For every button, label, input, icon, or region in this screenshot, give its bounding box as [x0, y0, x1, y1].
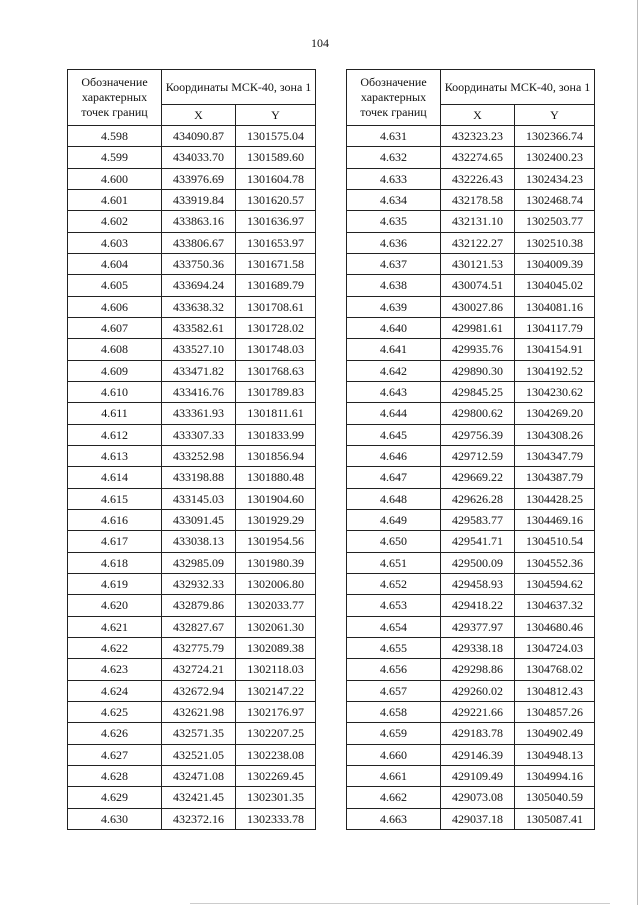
- y-coordinate-cell: 1304269.20: [515, 403, 595, 424]
- point-id-cell: 4.635: [347, 211, 441, 232]
- y-coordinate-cell: 1301929.29: [236, 509, 316, 530]
- point-id-cell: 4.653: [347, 595, 441, 616]
- header-coordinate-system: Координаты МСК-40, зона 1: [162, 70, 316, 105]
- header-x: X: [441, 105, 515, 126]
- point-id-cell: 4.604: [68, 253, 162, 274]
- point-id-cell: 4.602: [68, 211, 162, 232]
- x-coordinate-cell: 433361.93: [162, 403, 236, 424]
- point-id-cell: 4.600: [68, 168, 162, 189]
- page-number: 104: [311, 36, 329, 50]
- table-row: [68, 680, 316, 701]
- x-coordinate-cell: 433806.67: [162, 232, 236, 253]
- point-id-cell: 4.658: [347, 701, 441, 722]
- point-id-cell: 4.637: [347, 253, 441, 274]
- table-row: [68, 211, 316, 232]
- y-coordinate-cell: 1304552.36: [515, 552, 595, 573]
- x-coordinate-cell: 432932.33: [162, 573, 236, 594]
- table-row: [347, 168, 595, 189]
- x-coordinate-cell: 432421.45: [162, 787, 236, 808]
- table-row: [347, 403, 595, 424]
- y-coordinate-cell: 1301604.78: [236, 168, 316, 189]
- table-row: [68, 701, 316, 722]
- y-coordinate-cell: 1302006.80: [236, 573, 316, 594]
- x-coordinate-cell: 432226.43: [441, 168, 515, 189]
- table-row: [347, 808, 595, 829]
- point-id-cell: 4.646: [347, 445, 441, 466]
- x-coordinate-cell: 429183.78: [441, 723, 515, 744]
- x-coordinate-cell: 429890.30: [441, 360, 515, 381]
- table-row: [68, 573, 316, 594]
- x-coordinate-cell: 429712.59: [441, 445, 515, 466]
- y-coordinate-cell: 1302269.45: [236, 765, 316, 786]
- table-row: [347, 595, 595, 616]
- point-id-cell: 4.620: [68, 595, 162, 616]
- y-coordinate-cell: 1304637.32: [515, 595, 595, 616]
- point-id-cell: 4.613: [68, 445, 162, 466]
- x-coordinate-cell: 432985.09: [162, 552, 236, 573]
- y-coordinate-cell: 1304009.39: [515, 253, 595, 274]
- table-row: [68, 595, 316, 616]
- x-coordinate-cell: 433198.88: [162, 467, 236, 488]
- y-coordinate-cell: 1302366.74: [515, 126, 595, 147]
- x-coordinate-cell: 433638.32: [162, 296, 236, 317]
- table-row: [347, 211, 595, 232]
- table-row: [68, 403, 316, 424]
- point-id-cell: 4.631: [347, 126, 441, 147]
- y-coordinate-cell: 1301671.58: [236, 253, 316, 274]
- x-coordinate-cell: 429845.25: [441, 381, 515, 402]
- x-coordinate-cell: 429935.76: [441, 339, 515, 360]
- table-row: [347, 680, 595, 701]
- x-coordinate-cell: 432372.16: [162, 808, 236, 829]
- table-row: [347, 339, 595, 360]
- point-id-cell: 4.640: [347, 317, 441, 338]
- point-id-cell: 4.598: [68, 126, 162, 147]
- table-row: [68, 339, 316, 360]
- table-row: [347, 744, 595, 765]
- point-id-cell: 4.629: [68, 787, 162, 808]
- x-coordinate-cell: 429260.02: [441, 680, 515, 701]
- table-row: [68, 232, 316, 253]
- x-coordinate-cell: 429583.77: [441, 509, 515, 530]
- y-coordinate-cell: 1301620.57: [236, 189, 316, 210]
- y-coordinate-cell: 1302468.74: [515, 189, 595, 210]
- table-body-right: [347, 126, 595, 830]
- point-id-cell: 4.654: [347, 616, 441, 637]
- point-id-cell: 4.619: [68, 573, 162, 594]
- point-id-cell: 4.609: [68, 360, 162, 381]
- x-coordinate-cell: 432131.10: [441, 211, 515, 232]
- coordinates-table-right: [346, 69, 595, 830]
- x-coordinate-cell: 430121.53: [441, 253, 515, 274]
- y-coordinate-cell: 1305040.59: [515, 787, 595, 808]
- table-row: [347, 147, 595, 168]
- table-row: [68, 531, 316, 552]
- point-id-cell: 4.644: [347, 403, 441, 424]
- y-coordinate-cell: 1302118.03: [236, 659, 316, 680]
- y-coordinate-cell: 1304045.02: [515, 275, 595, 296]
- y-coordinate-cell: 1304428.25: [515, 488, 595, 509]
- table-row: [347, 787, 595, 808]
- point-id-cell: 4.608: [68, 339, 162, 360]
- x-coordinate-cell: 432672.94: [162, 680, 236, 701]
- point-id-cell: 4.601: [68, 189, 162, 210]
- point-id-cell: 4.606: [68, 296, 162, 317]
- x-coordinate-cell: 429073.08: [441, 787, 515, 808]
- x-coordinate-cell: 433416.76: [162, 381, 236, 402]
- table-row: [347, 616, 595, 637]
- x-coordinate-cell: 433976.69: [162, 168, 236, 189]
- y-coordinate-cell: 1304117.79: [515, 317, 595, 338]
- x-coordinate-cell: 433750.36: [162, 253, 236, 274]
- table-row: [347, 253, 595, 274]
- point-id-cell: 4.645: [347, 424, 441, 445]
- x-coordinate-cell: 434090.87: [162, 126, 236, 147]
- table-row: [68, 168, 316, 189]
- table-row: [347, 659, 595, 680]
- page-bottom-rule: [190, 903, 610, 904]
- x-coordinate-cell: 429037.18: [441, 808, 515, 829]
- x-coordinate-cell: 433252.98: [162, 445, 236, 466]
- table-row: [347, 381, 595, 402]
- y-coordinate-cell: 1301833.99: [236, 424, 316, 445]
- point-id-cell: 4.648: [347, 488, 441, 509]
- y-coordinate-cell: 1301728.02: [236, 317, 316, 338]
- table-row: [68, 424, 316, 445]
- table-row: [68, 317, 316, 338]
- x-coordinate-cell: 432571.35: [162, 723, 236, 744]
- y-coordinate-cell: 1304192.52: [515, 360, 595, 381]
- x-coordinate-cell: 433307.33: [162, 424, 236, 445]
- x-coordinate-cell: 432274.65: [441, 147, 515, 168]
- point-id-cell: 4.610: [68, 381, 162, 402]
- table-row: [347, 126, 595, 147]
- x-coordinate-cell: 432122.27: [441, 232, 515, 253]
- table-body-left: [68, 126, 316, 830]
- y-coordinate-cell: 1304469.16: [515, 509, 595, 530]
- point-id-cell: 4.605: [68, 275, 162, 296]
- point-id-cell: 4.655: [347, 637, 441, 658]
- point-id-cell: 4.616: [68, 509, 162, 530]
- y-coordinate-cell: 1302176.97: [236, 701, 316, 722]
- table-row: [68, 723, 316, 744]
- coordinates-table-left: [67, 69, 316, 830]
- point-id-cell: 4.651: [347, 552, 441, 573]
- point-id-cell: 4.618: [68, 552, 162, 573]
- x-coordinate-cell: 433527.10: [162, 339, 236, 360]
- y-coordinate-cell: 1304724.03: [515, 637, 595, 658]
- table-row: [68, 275, 316, 296]
- x-coordinate-cell: 432775.79: [162, 637, 236, 658]
- table-row: [347, 445, 595, 466]
- y-coordinate-cell: 1301954.56: [236, 531, 316, 552]
- table-row: [347, 275, 595, 296]
- point-id-cell: 4.617: [68, 531, 162, 552]
- point-id-cell: 4.639: [347, 296, 441, 317]
- x-coordinate-cell: 432323.23: [441, 126, 515, 147]
- y-coordinate-cell: 1304154.91: [515, 339, 595, 360]
- y-coordinate-cell: 1301980.39: [236, 552, 316, 573]
- table-row: [68, 509, 316, 530]
- x-coordinate-cell: 429377.97: [441, 616, 515, 637]
- table-row: [68, 744, 316, 765]
- table-row: [347, 531, 595, 552]
- point-id-cell: 4.603: [68, 232, 162, 253]
- y-coordinate-cell: 1301768.63: [236, 360, 316, 381]
- header-y: Y: [236, 105, 316, 126]
- x-coordinate-cell: 429800.62: [441, 403, 515, 424]
- point-id-cell: 4.638: [347, 275, 441, 296]
- point-id-cell: 4.624: [68, 680, 162, 701]
- y-coordinate-cell: 1301789.83: [236, 381, 316, 402]
- table-row: [347, 360, 595, 381]
- y-coordinate-cell: 1301708.61: [236, 296, 316, 317]
- y-coordinate-cell: 1302301.35: [236, 787, 316, 808]
- point-id-cell: 4.627: [68, 744, 162, 765]
- y-coordinate-cell: 1304857.26: [515, 701, 595, 722]
- table-row: [68, 147, 316, 168]
- y-coordinate-cell: 1304230.62: [515, 381, 595, 402]
- table-row: [68, 808, 316, 829]
- table-row: [347, 509, 595, 530]
- x-coordinate-cell: 429298.86: [441, 659, 515, 680]
- y-coordinate-cell: 1302503.77: [515, 211, 595, 232]
- table-row: [347, 296, 595, 317]
- x-coordinate-cell: 433145.03: [162, 488, 236, 509]
- x-coordinate-cell: 429541.71: [441, 531, 515, 552]
- x-coordinate-cell: 433038.13: [162, 531, 236, 552]
- point-id-cell: 4.641: [347, 339, 441, 360]
- table-row: [347, 488, 595, 509]
- y-coordinate-cell: 1304347.79: [515, 445, 595, 466]
- x-coordinate-cell: 430074.51: [441, 275, 515, 296]
- point-id-cell: 4.607: [68, 317, 162, 338]
- x-coordinate-cell: 432621.98: [162, 701, 236, 722]
- y-coordinate-cell: 1302147.22: [236, 680, 316, 701]
- y-coordinate-cell: 1301904.60: [236, 488, 316, 509]
- y-coordinate-cell: 1301689.79: [236, 275, 316, 296]
- table-row: [347, 424, 595, 445]
- x-coordinate-cell: 432879.86: [162, 595, 236, 616]
- x-coordinate-cell: 429500.09: [441, 552, 515, 573]
- x-coordinate-cell: 432521.05: [162, 744, 236, 765]
- x-coordinate-cell: 430027.86: [441, 296, 515, 317]
- table-row: [347, 552, 595, 573]
- table-row: [347, 317, 595, 338]
- point-id-cell: 4.656: [347, 659, 441, 680]
- point-id-cell: 4.612: [68, 424, 162, 445]
- x-coordinate-cell: 429669.22: [441, 467, 515, 488]
- y-coordinate-cell: 1304308.26: [515, 424, 595, 445]
- point-id-cell: 4.633: [347, 168, 441, 189]
- x-coordinate-cell: 433471.82: [162, 360, 236, 381]
- page-edge-rule: [637, 0, 638, 905]
- table-row: [68, 765, 316, 786]
- point-id-cell: 4.634: [347, 189, 441, 210]
- y-coordinate-cell: 1302400.23: [515, 147, 595, 168]
- x-coordinate-cell: 429626.28: [441, 488, 515, 509]
- table-row: [347, 573, 595, 594]
- x-coordinate-cell: 433694.24: [162, 275, 236, 296]
- header-point-label: Обозначение характерных точек границ: [347, 70, 441, 126]
- table-row: [68, 659, 316, 680]
- x-coordinate-cell: 433919.84: [162, 189, 236, 210]
- table-row: [347, 637, 595, 658]
- y-coordinate-cell: 1304594.62: [515, 573, 595, 594]
- y-coordinate-cell: 1302238.08: [236, 744, 316, 765]
- y-coordinate-cell: 1301575.04: [236, 126, 316, 147]
- x-coordinate-cell: 432178.58: [441, 189, 515, 210]
- y-coordinate-cell: 1304994.16: [515, 765, 595, 786]
- point-id-cell: 4.599: [68, 147, 162, 168]
- header-coordinate-system: Координаты МСК-40, зона 1: [441, 70, 595, 105]
- table-row: [68, 488, 316, 509]
- y-coordinate-cell: 1301589.60: [236, 147, 316, 168]
- point-id-cell: 4.611: [68, 403, 162, 424]
- y-coordinate-cell: 1302333.78: [236, 808, 316, 829]
- point-id-cell: 4.615: [68, 488, 162, 509]
- table-row: [68, 637, 316, 658]
- header-point-label: Обозначение характерных точек границ: [68, 70, 162, 126]
- point-id-cell: 4.621: [68, 616, 162, 637]
- point-id-cell: 4.614: [68, 467, 162, 488]
- y-coordinate-cell: 1304768.02: [515, 659, 595, 680]
- x-coordinate-cell: 429418.22: [441, 595, 515, 616]
- x-coordinate-cell: 433091.45: [162, 509, 236, 530]
- table-row: [347, 467, 595, 488]
- y-coordinate-cell: 1304387.79: [515, 467, 595, 488]
- x-coordinate-cell: 429756.39: [441, 424, 515, 445]
- point-id-cell: 4.662: [347, 787, 441, 808]
- point-id-cell: 4.628: [68, 765, 162, 786]
- table-row: [347, 723, 595, 744]
- y-coordinate-cell: 1301653.97: [236, 232, 316, 253]
- point-id-cell: 4.622: [68, 637, 162, 658]
- y-coordinate-cell: 1302089.38: [236, 637, 316, 658]
- table-row: [68, 616, 316, 637]
- point-id-cell: 4.623: [68, 659, 162, 680]
- point-id-cell: 4.650: [347, 531, 441, 552]
- point-id-cell: 4.663: [347, 808, 441, 829]
- y-coordinate-cell: 1301811.61: [236, 403, 316, 424]
- table-row: [68, 253, 316, 274]
- y-coordinate-cell: 1304510.54: [515, 531, 595, 552]
- point-id-cell: 4.661: [347, 765, 441, 786]
- table-row: [347, 232, 595, 253]
- table-row: [68, 552, 316, 573]
- header-x: X: [162, 105, 236, 126]
- y-coordinate-cell: 1302434.23: [515, 168, 595, 189]
- header-y: Y: [515, 105, 595, 126]
- table-row: [68, 189, 316, 210]
- table-row: [68, 360, 316, 381]
- y-coordinate-cell: 1301880.48: [236, 467, 316, 488]
- point-id-cell: 4.649: [347, 509, 441, 530]
- point-id-cell: 4.642: [347, 360, 441, 381]
- y-coordinate-cell: 1304902.49: [515, 723, 595, 744]
- x-coordinate-cell: 429109.49: [441, 765, 515, 786]
- point-id-cell: 4.630: [68, 808, 162, 829]
- x-coordinate-cell: 433863.16: [162, 211, 236, 232]
- x-coordinate-cell: 434033.70: [162, 147, 236, 168]
- y-coordinate-cell: 1302061.30: [236, 616, 316, 637]
- y-coordinate-cell: 1301856.94: [236, 445, 316, 466]
- y-coordinate-cell: 1304948.13: [515, 744, 595, 765]
- x-coordinate-cell: 429221.66: [441, 701, 515, 722]
- table-row: [68, 445, 316, 466]
- y-coordinate-cell: 1304081.16: [515, 296, 595, 317]
- y-coordinate-cell: 1304812.43: [515, 680, 595, 701]
- table-row: [68, 787, 316, 808]
- y-coordinate-cell: 1301748.03: [236, 339, 316, 360]
- x-coordinate-cell: 429338.18: [441, 637, 515, 658]
- x-coordinate-cell: 429146.39: [441, 744, 515, 765]
- table-row: [68, 296, 316, 317]
- point-id-cell: 4.652: [347, 573, 441, 594]
- table-row: [347, 701, 595, 722]
- point-id-cell: 4.632: [347, 147, 441, 168]
- x-coordinate-cell: 429981.61: [441, 317, 515, 338]
- table-row: [68, 126, 316, 147]
- table-row: [68, 381, 316, 402]
- y-coordinate-cell: 1302033.77: [236, 595, 316, 616]
- y-coordinate-cell: 1305087.41: [515, 808, 595, 829]
- y-coordinate-cell: 1302207.25: [236, 723, 316, 744]
- point-id-cell: 4.625: [68, 701, 162, 722]
- table-row: [68, 467, 316, 488]
- point-id-cell: 4.657: [347, 680, 441, 701]
- table-row: [347, 189, 595, 210]
- point-id-cell: 4.626: [68, 723, 162, 744]
- table-row: [347, 765, 595, 786]
- x-coordinate-cell: 432827.67: [162, 616, 236, 637]
- y-coordinate-cell: 1301636.97: [236, 211, 316, 232]
- point-id-cell: 4.636: [347, 232, 441, 253]
- x-coordinate-cell: 433582.61: [162, 317, 236, 338]
- point-id-cell: 4.660: [347, 744, 441, 765]
- y-coordinate-cell: 1304680.46: [515, 616, 595, 637]
- point-id-cell: 4.643: [347, 381, 441, 402]
- x-coordinate-cell: 429458.93: [441, 573, 515, 594]
- x-coordinate-cell: 432724.21: [162, 659, 236, 680]
- point-id-cell: 4.647: [347, 467, 441, 488]
- y-coordinate-cell: 1302510.38: [515, 232, 595, 253]
- x-coordinate-cell: 432471.08: [162, 765, 236, 786]
- point-id-cell: 4.659: [347, 723, 441, 744]
